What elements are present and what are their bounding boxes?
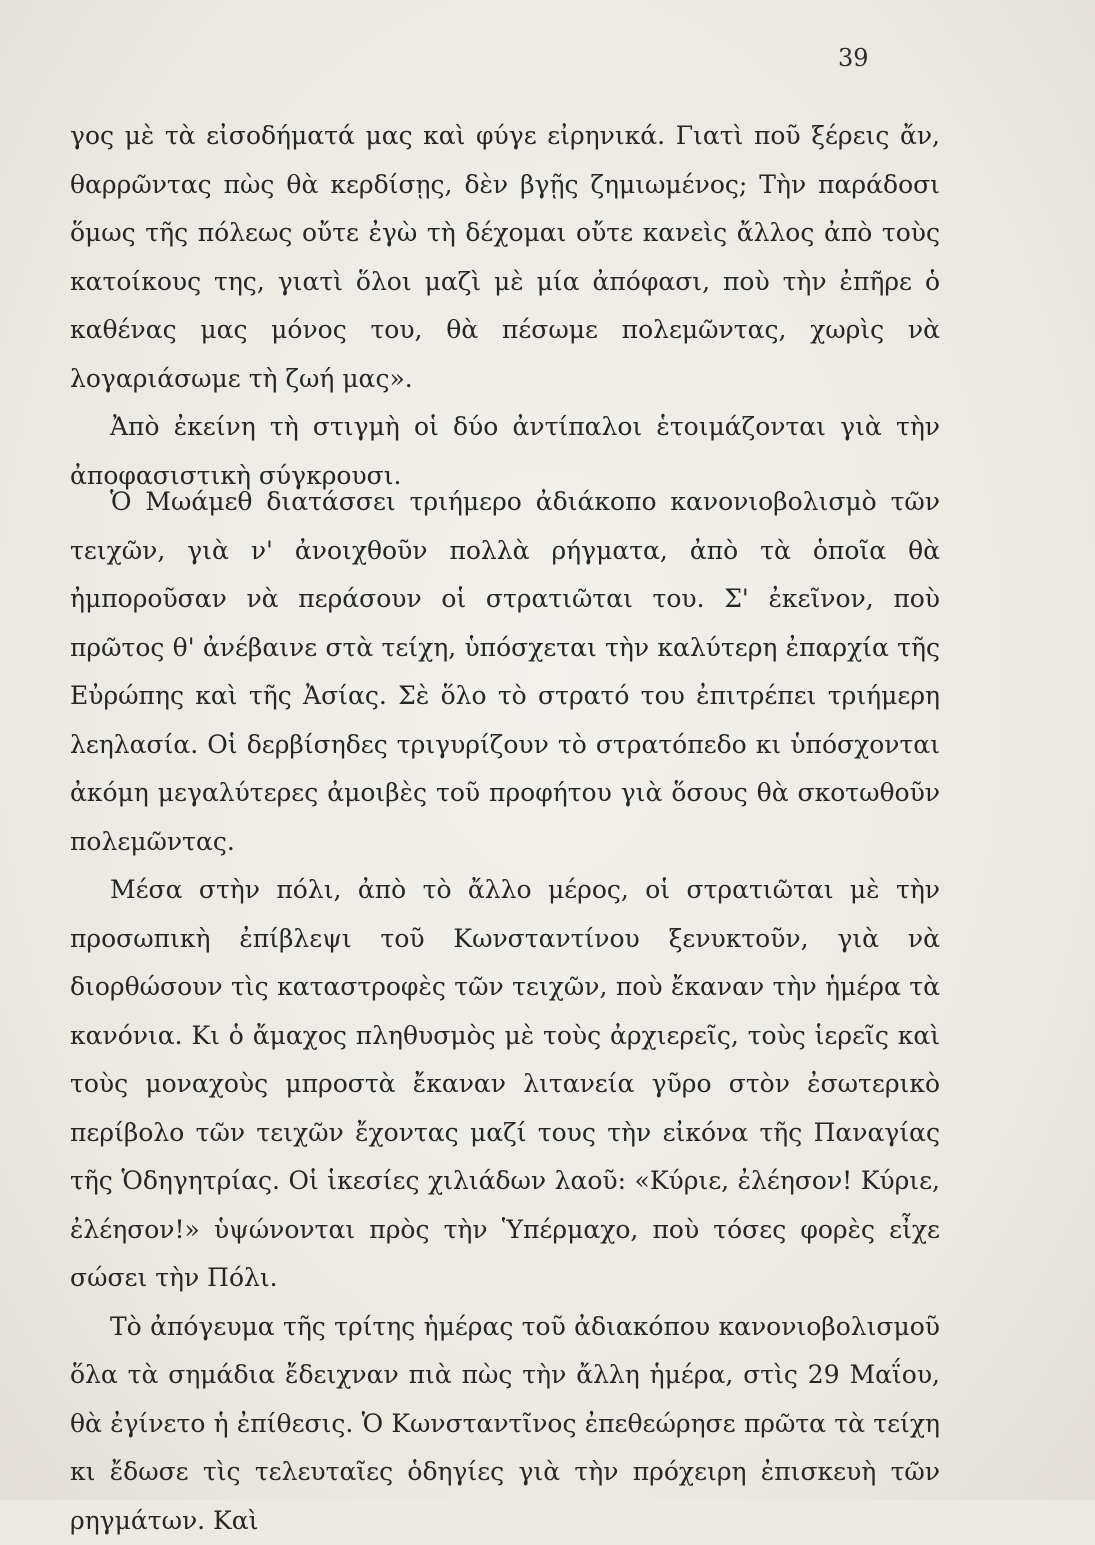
text-section-2: [70, 478, 940, 1545]
page-number: 39: [838, 44, 869, 72]
text-section-1: [70, 112, 940, 500]
paragraph: Τὸ ἀπόγευμα τῆς τρίτης ἡμέρας τοῦ ἀδιακόπου κανονιοβολισμοῦ ὅλα τὰ σημάδια ἔδειχναν πιὰ πὼς τὴν ἄλλη ἡμέρα, στὶς 29 Μαΐου, θὰ ἐγίνετο ἡ ἐπίθεσις. Ὁ Κωνσταντῖνος ἐπεθεώρησε πρῶτα τὰ τείχη κι ἔδωσε τὶς τελευταῖες ὁδηγίες γιὰ τὴν πρόχειρη ἐπισκευὴ τῶν ρηγμάτων. Καὶ: [70, 1303, 940, 1545]
paragraph-continuation: γος μὲ τὰ εἰσοδήματά μας καὶ φύγε εἰρηνικά. Γιατὶ ποῦ ξέρεις ἄν, θαρρῶντας πὼς θὰ κερδίσῃς, δὲν βγῇς ζημιωμένος; Τὴν παράδοσι ὅμως τῆς πόλεως οὔτε ἐγὼ τὴ δέχομαι οὔτε κανεὶς ἄλλος ἀπὸ τοὺς κατοίκους της, γιατὶ ὅλοι μαζὶ μὲ μία ἀπόφασι, ποὺ τὴν ἐπῆρε ὁ καθένας μας μόνος του, θὰ πέσωμε πολεμῶντας, χωρὶς νὰ λογαριάσωμε τὴ ζωή μας».: [70, 112, 940, 403]
paragraph: Μέσα στὴν πόλι, ἀπὸ τὸ ἄλλο μέρος, οἱ στρατιῶται μὲ τὴν προσωπικὴ ἐπίβλεψι τοῦ Κωνσταντίνου ξενυκτοῦν, γιὰ νὰ διορθώσουν τὶς καταστροφὲς τῶν τειχῶν, ποὺ ἔκαναν τὴν ἡμέρα τὰ κανόνια. Κι ὁ ἄμαχος πληθυσμὸς μὲ τοὺς ἀρχιερεῖς, τοὺς ἱερεῖς καὶ τοὺς μοναχοὺς μπροστὰ ἔκαναν λιτανεία γῦρο στὸν ἐσωτερικὸ περίβολο τῶν τειχῶν ἔχοντας μαζί τους τὴν εἰκόνα τῆς Παναγίας τῆς Ὁδηγητρίας. Οἱ ἱκεσίες χιλιάδων λαοῦ: «Κύριε, ἐλέησον! Κύριε, ἐλέησον!» ὑψώνονται πρὸς τὴν Ὑπέρμαχο, ποὺ τόσες φορὲς εἶχε σώσει τὴν Πόλι.: [70, 866, 940, 1303]
paragraph: Ἀπὸ ἐκείνη τὴ στιγμὴ οἱ δύο ἀντίπαλοι ἑτοιμάζονται γιὰ τὴν ἀποφασιστικὴ σύγκρουσι.: [70, 403, 940, 500]
paragraph: Ὁ Μωάμεθ διατάσσει τριήμερο ἀδιάκοπο κανονιοβολισμὸ τῶν τειχῶν, γιὰ ν' ἀνοιχθοῦν πολλὰ ρήγματα, ἀπὸ τὰ ὁποῖα θὰ ἠμποροῦσαν νὰ περάσουν οἱ στρατιῶται του. Σ' ἐκεῖνον, ποὺ πρῶτος θ' ἀνέβαινε στὰ τείχη, ὑπόσχεται τὴν καλύτερη ἐπαρχία τῆς Εὐρώπης καὶ τῆς Ἀσίας. Σὲ ὅλο τὸ στρατό του ἐπιτρέπει τριήμερη λεηλασία. Οἱ δερβίσηδες τριγυρίζουν τὸ στρατόπεδο κι ὑπόσχονται ἀκόμη μεγαλύτερες ἀμοιβὲς τοῦ προφήτου γιὰ ὅσους θὰ σκοτωθοῦν πολεμῶντας.: [70, 478, 940, 866]
